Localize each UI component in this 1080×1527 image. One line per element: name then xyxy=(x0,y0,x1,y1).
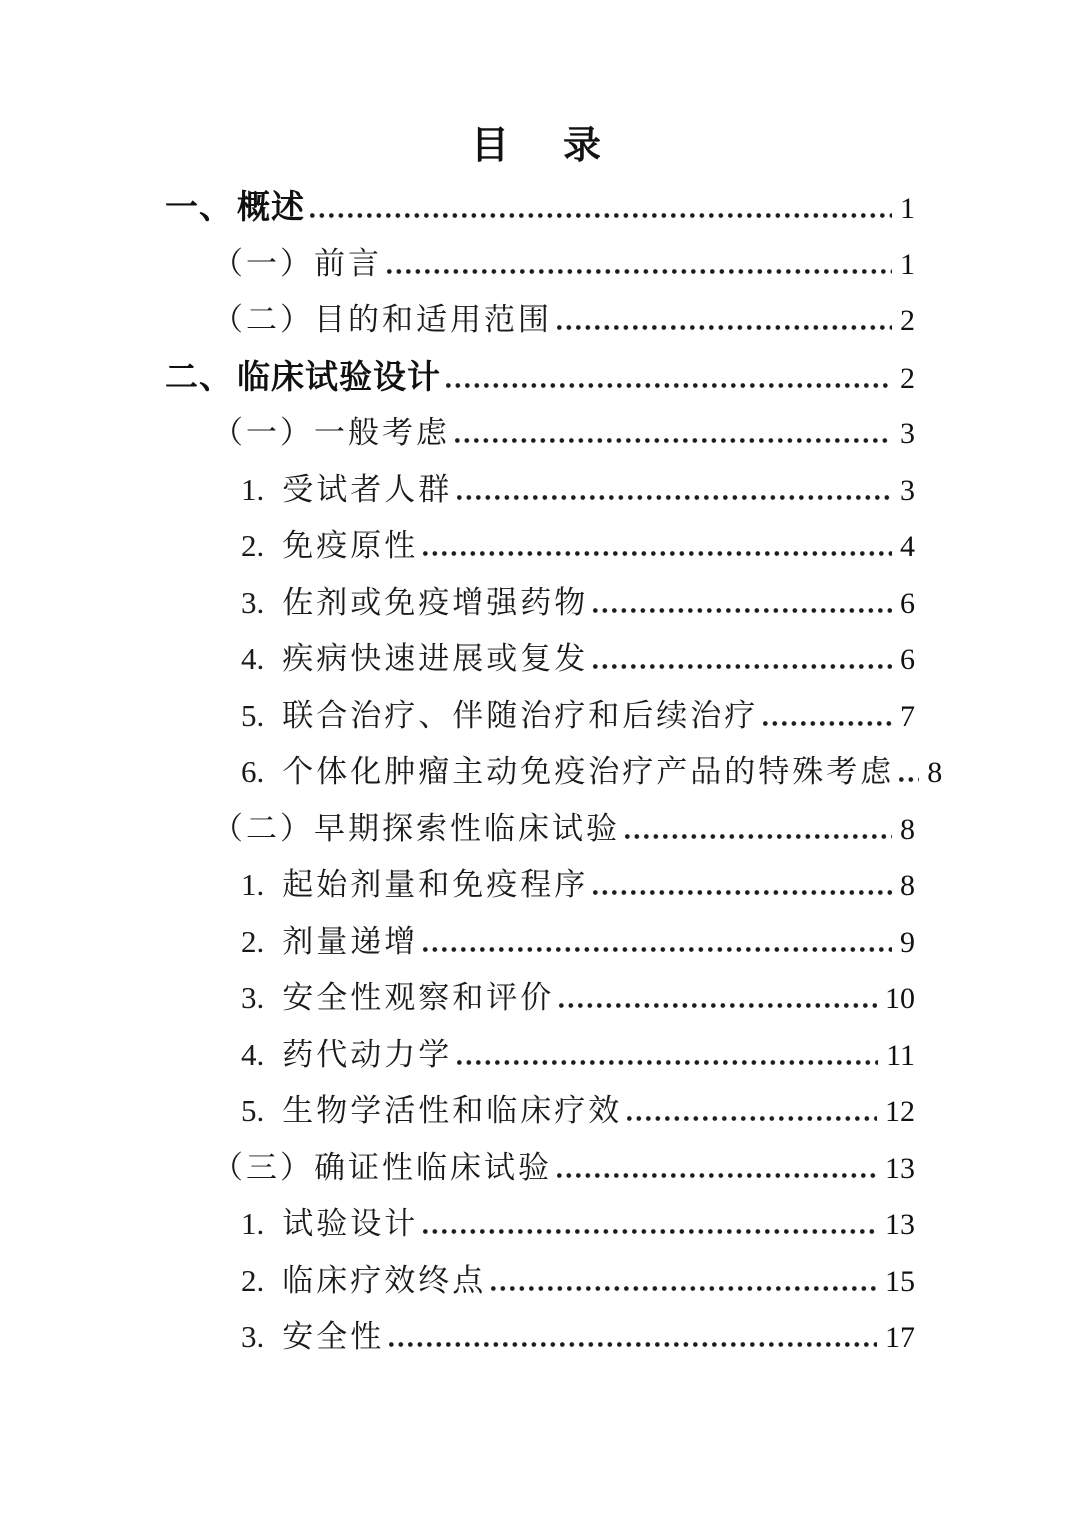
toc-entry-marker: （二） xyxy=(212,302,314,337)
dot-leader xyxy=(593,890,892,895)
toc-entry-marker: 2. xyxy=(241,1262,265,1298)
toc-entry-page: 6 xyxy=(900,643,915,676)
toc-entry-title: 确证性临床试验 xyxy=(314,1149,552,1185)
dot-leader xyxy=(423,551,892,556)
toc-entry xyxy=(241,575,915,632)
dot-leader xyxy=(423,947,892,952)
toc-entry xyxy=(241,518,915,575)
toc-entry-marker: 2. xyxy=(241,528,265,563)
toc-entry xyxy=(241,1253,915,1310)
toc-entry-page: 13 xyxy=(885,1208,915,1241)
toc-entry-title: 临床试验设计 xyxy=(237,357,441,395)
toc-entry-marker: 5. xyxy=(241,697,265,733)
toc-entry-page: 8 xyxy=(900,869,915,902)
toc-entry-page: 12 xyxy=(885,1095,915,1128)
toc-entry-page: 1 xyxy=(900,192,915,225)
toc-entry xyxy=(241,1027,915,1084)
dot-leader xyxy=(559,1003,877,1008)
toc-entry-page: 11 xyxy=(886,1038,915,1072)
toc-entry-marker: （二） xyxy=(212,810,314,846)
dot-leader xyxy=(457,495,892,500)
toc-entry xyxy=(241,857,915,914)
toc-entry-page: 6 xyxy=(900,586,915,620)
toc-entry-title: 早期探索性临床试验 xyxy=(314,810,620,846)
toc-entry xyxy=(212,236,915,293)
dot-leader xyxy=(389,1342,877,1347)
toc-entry-marker: （三） xyxy=(212,1149,314,1185)
toc-entry-title: 联合治疗、伴随治疗和后续治疗 xyxy=(282,697,759,733)
toc-entry xyxy=(212,1140,915,1197)
toc-entry-title: 一般考虑 xyxy=(314,415,450,450)
toc-entry-page: 3 xyxy=(900,417,915,450)
toc-entry-title: 个体化肿瘤主动免疫治疗产品的特殊考虑 xyxy=(282,754,895,789)
toc-entry-title: 临床疗效终点 xyxy=(282,1262,487,1298)
toc-entry-title: 佐剂或免疫增强药物 xyxy=(282,584,589,620)
dot-leader xyxy=(593,664,892,669)
toc-entry-page: 8 xyxy=(927,756,943,789)
toc-entry-page: 2 xyxy=(900,361,915,395)
dot-leader xyxy=(557,1173,877,1178)
toc-entry-title: 免疫原性 xyxy=(282,528,419,563)
toc-entry-marker: 4. xyxy=(241,1036,265,1072)
toc-entry-title: 受试者人群 xyxy=(282,471,453,507)
toc-entry xyxy=(241,1309,915,1366)
toc-list xyxy=(0,179,1080,1366)
dot-leader xyxy=(899,777,919,782)
toc-entry xyxy=(241,462,915,519)
toc-entry-title: 安全性 xyxy=(282,1319,385,1354)
toc-entry xyxy=(212,801,915,858)
toc-entry-page: 17 xyxy=(885,1321,915,1354)
toc-entry xyxy=(241,744,943,801)
toc-entry-marker: 1. xyxy=(241,867,265,902)
toc-entry-page: 1 xyxy=(900,247,915,281)
toc-entry-marker: 4. xyxy=(241,641,265,676)
dot-leader xyxy=(310,213,892,218)
toc-entry-page: 3 xyxy=(900,473,915,507)
toc-entry-marker: 3. xyxy=(241,1319,265,1354)
toc-entry-title: 生物学活性和临床疗效 xyxy=(282,1093,623,1128)
toc-entry-title: 目的和适用范围 xyxy=(314,302,552,337)
dot-leader xyxy=(593,608,892,613)
dot-leader xyxy=(625,834,892,839)
toc-entry-marker: （一） xyxy=(212,245,314,281)
toc-entry xyxy=(241,688,915,745)
toc-entry xyxy=(241,1196,915,1253)
toc-entry-page: 7 xyxy=(900,699,915,733)
dot-leader xyxy=(627,1116,877,1121)
toc-entry-marker: 1. xyxy=(241,471,265,507)
toc-entry xyxy=(241,1083,915,1140)
toc-entry-page: 10 xyxy=(885,982,915,1015)
toc-entry xyxy=(165,349,915,406)
toc-entry-marker: 2. xyxy=(241,923,265,959)
dot-leader xyxy=(446,383,892,388)
toc-entry-title: 概述 xyxy=(237,188,305,225)
toc-entry xyxy=(241,631,915,688)
toc-entry-marker: （一） xyxy=(212,415,314,450)
dot-leader xyxy=(491,1286,877,1291)
toc-entry xyxy=(212,292,915,349)
toc-entry-title: 试验设计 xyxy=(282,1206,419,1241)
toc-entry-marker: 二、 xyxy=(165,357,233,395)
dot-leader xyxy=(557,325,892,330)
toc-entry-page: 13 xyxy=(885,1151,915,1185)
toc-entry-page: 8 xyxy=(900,812,915,846)
toc-entry-page: 4 xyxy=(900,530,915,563)
toc-entry-page: 9 xyxy=(900,925,915,959)
toc-entry-page: 2 xyxy=(900,304,915,337)
toc-entry-title: 药代动力学 xyxy=(282,1036,453,1072)
toc-entry xyxy=(241,914,915,971)
toc-entry-marker: 3. xyxy=(241,980,265,1015)
toc-title: 目 录 xyxy=(470,125,609,167)
toc-entry xyxy=(165,179,915,236)
toc-entry-title: 安全性观察和评价 xyxy=(282,980,555,1015)
toc-entry-page: 15 xyxy=(885,1264,915,1298)
dot-leader xyxy=(763,721,892,726)
toc-entry xyxy=(241,970,915,1027)
toc-entry-marker: 1. xyxy=(241,1206,265,1241)
toc-entry-marker: 6. xyxy=(241,754,265,789)
dot-leader xyxy=(457,1060,878,1065)
dot-leader xyxy=(455,438,892,443)
toc-entry-title: 起始剂量和免疫程序 xyxy=(282,867,589,902)
toc-entry-marker: 一、 xyxy=(165,188,233,225)
toc-entry-marker: 3. xyxy=(241,584,265,620)
dot-leader xyxy=(423,1229,877,1234)
dot-leader xyxy=(387,269,892,274)
toc-entry-title: 前言 xyxy=(314,245,382,281)
toc-entry-title: 剂量递增 xyxy=(282,923,419,959)
toc-entry xyxy=(212,405,915,462)
toc-entry-marker: 5. xyxy=(241,1093,265,1128)
toc-entry-title: 疾病快速进展或复发 xyxy=(282,641,589,676)
